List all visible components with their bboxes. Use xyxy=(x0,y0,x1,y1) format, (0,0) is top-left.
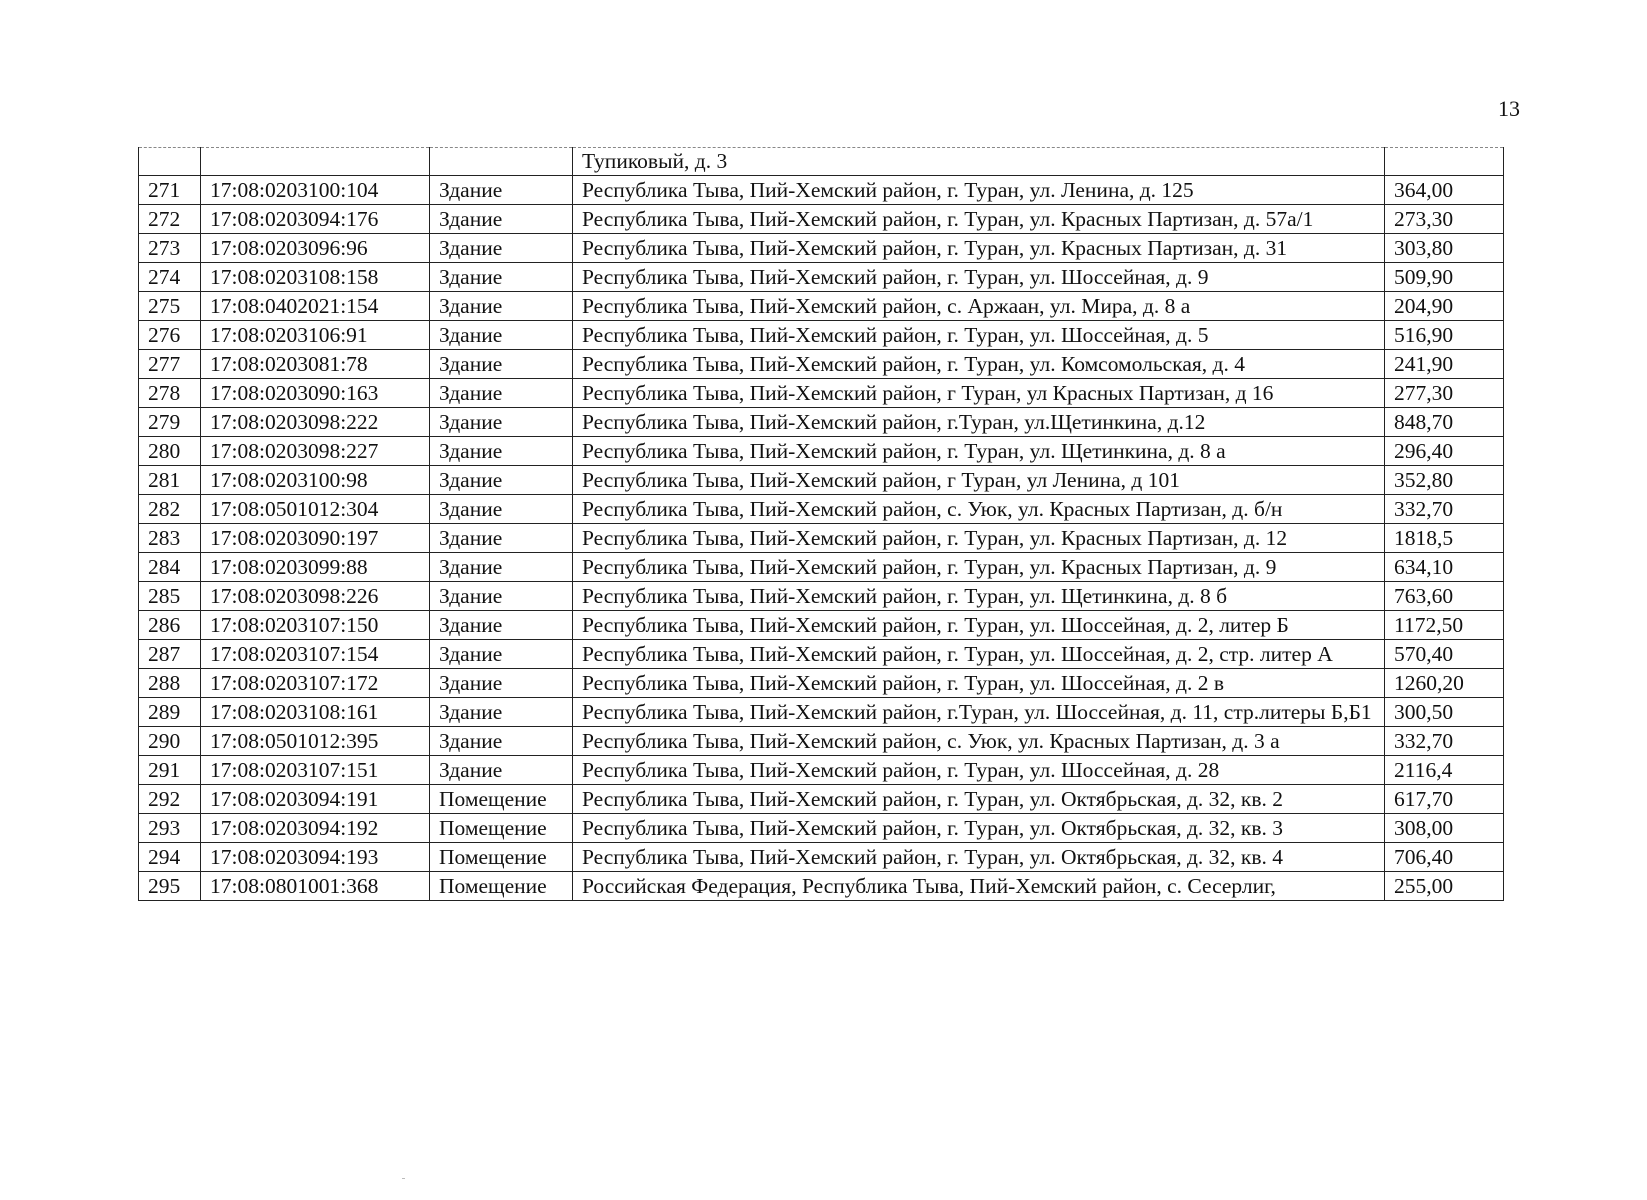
table-row xyxy=(139,843,1504,872)
cell-area: 1260,20 xyxy=(1385,669,1504,698)
cell-area: 352,80 xyxy=(1385,466,1504,495)
cell-address: Республика Тыва, Пий-Хемский район, г. Туран, ул. Красных Партизан, д. 57а/1 xyxy=(573,205,1385,234)
cell-type: Помещение xyxy=(430,814,573,843)
table-row xyxy=(139,611,1504,640)
cell-type: Здание xyxy=(430,292,573,321)
cell-area: 763,60 xyxy=(1385,582,1504,611)
cell-number: 282 xyxy=(139,495,201,524)
property-table-body xyxy=(139,148,1504,901)
cell-number: 277 xyxy=(139,350,201,379)
cell-cadastral: 17:08:0203094:193 xyxy=(201,843,430,872)
cell-number: 294 xyxy=(139,843,201,872)
cell-type: Здание xyxy=(430,205,573,234)
cell-number: 280 xyxy=(139,437,201,466)
cell-number: 284 xyxy=(139,553,201,582)
cell-type: Здание xyxy=(430,437,573,466)
cell-type: Здание xyxy=(430,350,573,379)
cell-cadastral: 17:08:0203106:91 xyxy=(201,321,430,350)
cell-cadastral: 17:08:0203094:192 xyxy=(201,814,430,843)
cell-type: Здание xyxy=(430,727,573,756)
cell-cadastral: 17:08:0203100:104 xyxy=(201,176,430,205)
cell-number: 293 xyxy=(139,814,201,843)
cell-address: Республика Тыва, Пий-Хемский район, г. Туран, ул. Шоссейная, д. 2, стр. литер А xyxy=(573,640,1385,669)
cell-type: Здание xyxy=(430,234,573,263)
cell-address: Республика Тыва, Пий-Хемский район, г. Туран, ул. Комсомольская, д. 4 xyxy=(573,350,1385,379)
cell-area: 706,40 xyxy=(1385,843,1504,872)
cell-area: 634,10 xyxy=(1385,553,1504,582)
cell-type: Здание xyxy=(430,495,573,524)
cell-number: 279 xyxy=(139,408,201,437)
cell-cadastral: 17:08:0203098:222 xyxy=(201,408,430,437)
table-row xyxy=(139,669,1504,698)
cell-address: Тупиковый, д. 3 xyxy=(573,148,1385,176)
cell-address: Республика Тыва, Пий-Хемский район, с. Уюк, ул. Красных Партизан, д. б/н xyxy=(573,495,1385,524)
cell-address: Республика Тыва, Пий-Хемский район, с. Аржаан, ул. Мира, д. 8 а xyxy=(573,292,1385,321)
cell-type: Здание xyxy=(430,669,573,698)
cell-address: Республика Тыва, Пий-Хемский район, г. Туран, ул. Красных Партизан, д. 12 xyxy=(573,524,1385,553)
cell-number: 271 xyxy=(139,176,201,205)
cell-type: Здание xyxy=(430,611,573,640)
cell-address: Республика Тыва, Пий-Хемский район, г.Туран, ул. Шоссейная, д. 11, стр.литеры Б,Б1 xyxy=(573,698,1385,727)
cell-address: Республика Тыва, Пий-Хемский район, г. Туран, ул. Октябрьская, д. 32, кв. 2 xyxy=(573,785,1385,814)
cell-address: Республика Тыва, Пий-Хемский район, г. Туран, ул. Октябрьская, д. 32, кв. 3 xyxy=(573,814,1385,843)
cell-number: 273 xyxy=(139,234,201,263)
cell-address: Республика Тыва, Пий-Хемский район, г. Туран, ул. Щетинкина, д. 8 а xyxy=(573,437,1385,466)
cell-cadastral: 17:08:0203096:96 xyxy=(201,234,430,263)
cell-type: Здание xyxy=(430,263,573,292)
table-row xyxy=(139,756,1504,785)
table-row xyxy=(139,437,1504,466)
cell-area: 277,30 xyxy=(1385,379,1504,408)
cell-address: Республика Тыва, Пий-Хемский район, г Туран, ул Ленина, д 101 xyxy=(573,466,1385,495)
cell-address: Республика Тыва, Пий-Хемский район, г. Туран, ул. Щетинкина, д. 8 б xyxy=(573,582,1385,611)
table-row xyxy=(139,379,1504,408)
cell-number: 290 xyxy=(139,727,201,756)
cell-address: Республика Тыва, Пий-Хемский район, г. Туран, ул. Ленина, д. 125 xyxy=(573,176,1385,205)
cell-area: 303,80 xyxy=(1385,234,1504,263)
table-row xyxy=(139,814,1504,843)
cell-type: Здание xyxy=(430,176,573,205)
cell-number: 286 xyxy=(139,611,201,640)
table-row xyxy=(139,872,1504,901)
cell-area: 617,70 xyxy=(1385,785,1504,814)
cell-number: 287 xyxy=(139,640,201,669)
page-number: 13 xyxy=(1498,96,1520,121)
cell-type: Помещение xyxy=(430,785,573,814)
cell-number: 285 xyxy=(139,582,201,611)
cell-address: Республика Тыва, Пий-Хемский район, г. Туран, ул. Шоссейная, д. 5 xyxy=(573,321,1385,350)
scan-artifact xyxy=(402,1178,405,1179)
cell-address: Республика Тыва, Пий-Хемский район, г. Туран, ул. Шоссейная, д. 28 xyxy=(573,756,1385,785)
cell-cadastral: 17:08:0203098:227 xyxy=(201,437,430,466)
cell-number: 278 xyxy=(139,379,201,408)
cell-number: 274 xyxy=(139,263,201,292)
cell-number: 272 xyxy=(139,205,201,234)
cell-type: Здание xyxy=(430,553,573,582)
cell-number xyxy=(139,148,201,176)
cell-address: Республика Тыва, Пий-Хемский район, г. Туран, ул. Красных Партизан, д. 9 xyxy=(573,553,1385,582)
table-row xyxy=(139,350,1504,379)
cell-address: Республика Тыва, Пий-Хемский район, г. Туран, ул. Красных Партизан, д. 31 xyxy=(573,234,1385,263)
cell-number: 275 xyxy=(139,292,201,321)
table-row xyxy=(139,234,1504,263)
cell-cadastral: 17:08:0203094:176 xyxy=(201,205,430,234)
cell-type: Здание xyxy=(430,408,573,437)
table-row xyxy=(139,553,1504,582)
cell-address: Республика Тыва, Пий-Хемский район, г. Туран, ул. Шоссейная, д. 2 в xyxy=(573,669,1385,698)
cell-area xyxy=(1385,148,1504,176)
cell-number: 291 xyxy=(139,756,201,785)
cell-address: Республика Тыва, Пий-Хемский район, г Туран, ул Красных Партизан, д 16 xyxy=(573,379,1385,408)
cell-cadastral: 17:08:0203107:151 xyxy=(201,756,430,785)
cell-cadastral: 17:08:0203099:88 xyxy=(201,553,430,582)
cell-cadastral: 17:08:0203107:172 xyxy=(201,669,430,698)
cell-number: 283 xyxy=(139,524,201,553)
cell-type: Здание xyxy=(430,466,573,495)
table-row xyxy=(139,495,1504,524)
cell-type xyxy=(430,148,573,176)
table-row xyxy=(139,582,1504,611)
cell-type: Здание xyxy=(430,321,573,350)
cell-cadastral: 17:08:0203081:78 xyxy=(201,350,430,379)
cell-type: Помещение xyxy=(430,843,573,872)
cell-type: Здание xyxy=(430,698,573,727)
cell-number: 288 xyxy=(139,669,201,698)
cell-cadastral: 17:08:0203094:191 xyxy=(201,785,430,814)
cell-type: Здание xyxy=(430,379,573,408)
table-row xyxy=(139,321,1504,350)
cell-area: 273,30 xyxy=(1385,205,1504,234)
table-row xyxy=(139,698,1504,727)
table-row xyxy=(139,205,1504,234)
table-row xyxy=(139,466,1504,495)
cell-address: Республика Тыва, Пий-Хемский район, г.Туран, ул.Щетинкина, д.12 xyxy=(573,408,1385,437)
cell-area: 2116,4 xyxy=(1385,756,1504,785)
cell-area: 241,90 xyxy=(1385,350,1504,379)
cell-number: 281 xyxy=(139,466,201,495)
cell-area: 296,40 xyxy=(1385,437,1504,466)
cell-address: Республика Тыва, Пий-Хемский район, г. Туран, ул. Октябрьская, д. 32, кв. 4 xyxy=(573,843,1385,872)
cell-area: 332,70 xyxy=(1385,495,1504,524)
table-row xyxy=(139,292,1504,321)
cell-cadastral: 17:08:0801001:368 xyxy=(201,872,430,901)
cell-area: 570,40 xyxy=(1385,640,1504,669)
cell-type: Здание xyxy=(430,640,573,669)
table-row xyxy=(139,408,1504,437)
table-row xyxy=(139,640,1504,669)
cell-cadastral: 17:08:0203100:98 xyxy=(201,466,430,495)
cell-address: Российская Федерация, Республика Тыва, Пий-Хемский район, с. Сесерлиг, xyxy=(573,872,1385,901)
table-row xyxy=(139,727,1504,756)
cell-area: 364,00 xyxy=(1385,176,1504,205)
cell-area: 204,90 xyxy=(1385,292,1504,321)
cell-number: 289 xyxy=(139,698,201,727)
cell-area: 332,70 xyxy=(1385,727,1504,756)
cell-type: Помещение xyxy=(430,872,573,901)
cell-cadastral xyxy=(201,148,430,176)
cell-address: Республика Тыва, Пий-Хемский район, с. Уюк, ул. Красных Партизан, д. 3 а xyxy=(573,727,1385,756)
cell-type: Здание xyxy=(430,756,573,785)
cell-cadastral: 17:08:0203108:161 xyxy=(201,698,430,727)
cell-cadastral: 17:08:0501012:395 xyxy=(201,727,430,756)
cell-cadastral: 17:08:0203090:163 xyxy=(201,379,430,408)
cell-area: 255,00 xyxy=(1385,872,1504,901)
table-row xyxy=(139,785,1504,814)
table-row xyxy=(139,263,1504,292)
cell-area: 509,90 xyxy=(1385,263,1504,292)
table-row xyxy=(139,524,1504,553)
cell-cadastral: 17:08:0501012:304 xyxy=(201,495,430,524)
property-table xyxy=(138,147,1504,901)
cell-area: 516,90 xyxy=(1385,321,1504,350)
cell-type: Здание xyxy=(430,524,573,553)
cell-number: 295 xyxy=(139,872,201,901)
cell-address: Республика Тыва, Пий-Хемский район, г. Туран, ул. Шоссейная, д. 9 xyxy=(573,263,1385,292)
cell-number: 276 xyxy=(139,321,201,350)
cell-area: 300,50 xyxy=(1385,698,1504,727)
continuation-row xyxy=(139,148,1504,176)
cell-cadastral: 17:08:0203107:150 xyxy=(201,611,430,640)
table-row xyxy=(139,176,1504,205)
cell-cadastral: 17:08:0203098:226 xyxy=(201,582,430,611)
cell-cadastral: 17:08:0203107:154 xyxy=(201,640,430,669)
cell-area: 1172,50 xyxy=(1385,611,1504,640)
cell-area: 308,00 xyxy=(1385,814,1504,843)
cell-address: Республика Тыва, Пий-Хемский район, г. Туран, ул. Шоссейная, д. 2, литер Б xyxy=(573,611,1385,640)
cell-number: 292 xyxy=(139,785,201,814)
cell-area: 848,70 xyxy=(1385,408,1504,437)
cell-type: Здание xyxy=(430,582,573,611)
cell-cadastral: 17:08:0203090:197 xyxy=(201,524,430,553)
cell-area: 1818,5 xyxy=(1385,524,1504,553)
cell-cadastral: 17:08:0402021:154 xyxy=(201,292,430,321)
cell-cadastral: 17:08:0203108:158 xyxy=(201,263,430,292)
